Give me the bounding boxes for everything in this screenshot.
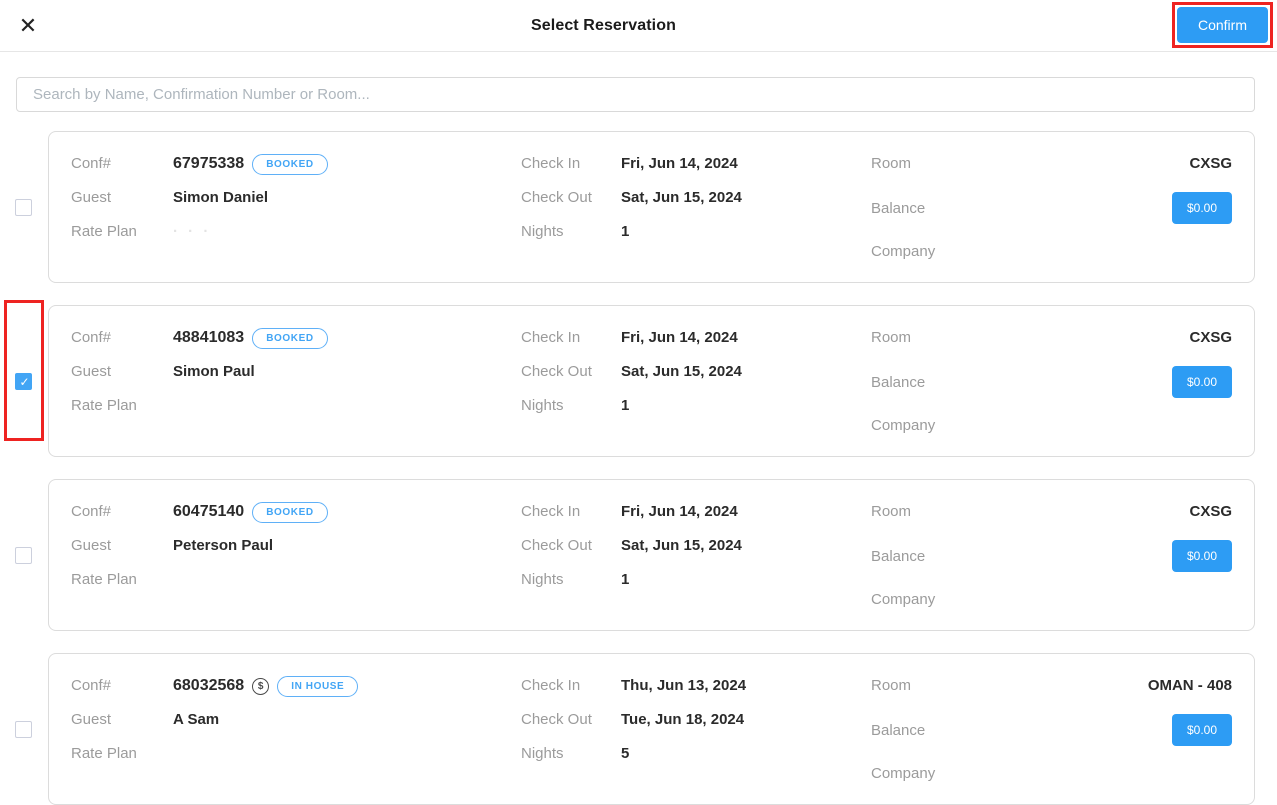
guest-name: Simon Daniel bbox=[173, 189, 269, 206]
check-in-label: Check In bbox=[521, 155, 581, 172]
balance-badge[interactable]: $0.00 bbox=[1172, 192, 1232, 224]
check-out-date: Tue, Jun 18, 2024 bbox=[621, 711, 745, 728]
status-badge: BOOKED bbox=[252, 502, 328, 523]
card-guest-column bbox=[71, 503, 521, 630]
guest-name: Simon Paul bbox=[173, 363, 255, 380]
reservation-row bbox=[0, 131, 1277, 283]
nights-value: 5 bbox=[621, 745, 630, 762]
card-guest-column bbox=[71, 155, 521, 282]
rate-plan-label: Rate Plan bbox=[71, 745, 137, 762]
card-dates-column bbox=[521, 677, 871, 804]
rate-plan-value: · · · bbox=[173, 223, 212, 240]
check-in-date: Fri, Jun 14, 2024 bbox=[621, 329, 738, 346]
guest-name: A Sam bbox=[173, 711, 220, 728]
check-in-date: Thu, Jun 13, 2024 bbox=[621, 677, 747, 694]
nights-value: 1 bbox=[621, 223, 630, 240]
balance-badge[interactable]: $0.00 bbox=[1172, 366, 1232, 398]
conf-label: Conf# bbox=[71, 155, 112, 172]
rate-plan-label: Rate Plan bbox=[71, 223, 137, 240]
conf-number: 68032568 bbox=[173, 677, 245, 694]
reservation-row bbox=[0, 479, 1277, 631]
reservation-card[interactable] bbox=[48, 479, 1255, 631]
modal-title: Select Reservation bbox=[531, 17, 676, 34]
room-label: Room bbox=[871, 503, 912, 520]
reservation-card[interactable] bbox=[48, 131, 1255, 283]
guest-label: Guest bbox=[71, 537, 112, 554]
room-value: CXSG bbox=[1189, 329, 1232, 346]
room-label: Room bbox=[871, 329, 912, 346]
conf-number: 60475140 bbox=[173, 503, 245, 520]
rate-plan-label: Rate Plan bbox=[71, 397, 137, 414]
card-room-column bbox=[871, 503, 1232, 630]
check-out-label: Check Out bbox=[521, 189, 592, 206]
card-room-column bbox=[871, 677, 1232, 804]
balance-label: Balance bbox=[871, 547, 926, 565]
rate-plan-label: Rate Plan bbox=[71, 571, 137, 588]
reservation-checkbox[interactable] bbox=[15, 721, 32, 738]
reservation-row bbox=[0, 653, 1277, 805]
room-label: Room bbox=[871, 677, 912, 694]
conf-number: 67975338 bbox=[173, 155, 245, 172]
reservation-checkbox[interactable] bbox=[15, 199, 32, 216]
check-out-date: Sat, Jun 15, 2024 bbox=[621, 363, 742, 380]
check-out-date: Sat, Jun 15, 2024 bbox=[621, 189, 742, 206]
balance-badge[interactable]: $0.00 bbox=[1172, 540, 1232, 572]
check-out-label: Check Out bbox=[521, 537, 592, 554]
card-room-column bbox=[871, 155, 1232, 282]
company-label: Company bbox=[871, 417, 936, 434]
check-in-label: Check In bbox=[521, 503, 581, 520]
conf-label: Conf# bbox=[71, 329, 112, 346]
conf-label: Conf# bbox=[71, 677, 112, 694]
company-label: Company bbox=[871, 243, 936, 260]
card-room-column bbox=[871, 329, 1232, 456]
status-badge: BOOKED bbox=[252, 154, 328, 175]
balance-label: Balance bbox=[871, 721, 926, 739]
check-out-label: Check Out bbox=[521, 363, 592, 380]
nights-label: Nights bbox=[521, 397, 564, 414]
card-guest-column bbox=[71, 677, 521, 804]
balance-label: Balance bbox=[871, 373, 926, 391]
reservation-card[interactable] bbox=[48, 653, 1255, 805]
guest-label: Guest bbox=[71, 711, 112, 728]
check-in-label: Check In bbox=[521, 677, 581, 694]
company-label: Company bbox=[871, 591, 936, 608]
check-out-date: Sat, Jun 15, 2024 bbox=[621, 537, 742, 554]
guest-name: Peterson Paul bbox=[173, 537, 274, 554]
room-label: Room bbox=[871, 155, 912, 172]
status-badge: BOOKED bbox=[252, 328, 328, 349]
confirm-annotation-box bbox=[1172, 2, 1273, 48]
nights-value: 1 bbox=[621, 571, 630, 588]
balance-label: Balance bbox=[871, 199, 926, 217]
nights-label: Nights bbox=[521, 571, 564, 588]
conf-label: Conf# bbox=[71, 503, 112, 520]
nights-label: Nights bbox=[521, 745, 564, 762]
status-badge: IN HOUSE bbox=[277, 676, 358, 697]
check-in-date: Fri, Jun 14, 2024 bbox=[621, 503, 738, 520]
company-label: Company bbox=[871, 765, 936, 782]
search-bar bbox=[0, 52, 1277, 112]
reservation-list bbox=[0, 131, 1277, 805]
room-value: CXSG bbox=[1189, 503, 1232, 520]
confirm-button[interactable]: Confirm bbox=[1177, 7, 1268, 43]
room-value: OMAN - 408 bbox=[1147, 677, 1232, 694]
reservation-checkbox[interactable] bbox=[15, 547, 32, 564]
reservation-row bbox=[0, 305, 1277, 457]
card-dates-column bbox=[521, 329, 871, 456]
card-dates-column bbox=[521, 155, 871, 282]
guest-label: Guest bbox=[71, 363, 112, 380]
balance-badge[interactable]: $0.00 bbox=[1172, 714, 1232, 746]
search-input[interactable] bbox=[16, 77, 1255, 112]
conf-number: 48841083 bbox=[173, 329, 245, 346]
checkbox-annotation-box bbox=[4, 300, 44, 441]
card-dates-column bbox=[521, 503, 871, 630]
card-guest-column bbox=[71, 329, 521, 456]
check-in-date: Fri, Jun 14, 2024 bbox=[621, 155, 738, 172]
reservation-checkbox[interactable] bbox=[15, 373, 32, 390]
nights-value: 1 bbox=[621, 397, 630, 414]
guest-label: Guest bbox=[71, 189, 112, 206]
nights-label: Nights bbox=[521, 223, 564, 240]
reservation-card[interactable] bbox=[48, 305, 1255, 457]
check-out-label: Check Out bbox=[521, 711, 592, 728]
modal-header bbox=[0, 0, 1277, 52]
room-value: CXSG bbox=[1189, 155, 1232, 172]
check-in-label: Check In bbox=[521, 329, 581, 346]
close-icon[interactable]: ✕ bbox=[18, 13, 38, 38]
payment-dollar-icon: $ bbox=[252, 678, 269, 695]
